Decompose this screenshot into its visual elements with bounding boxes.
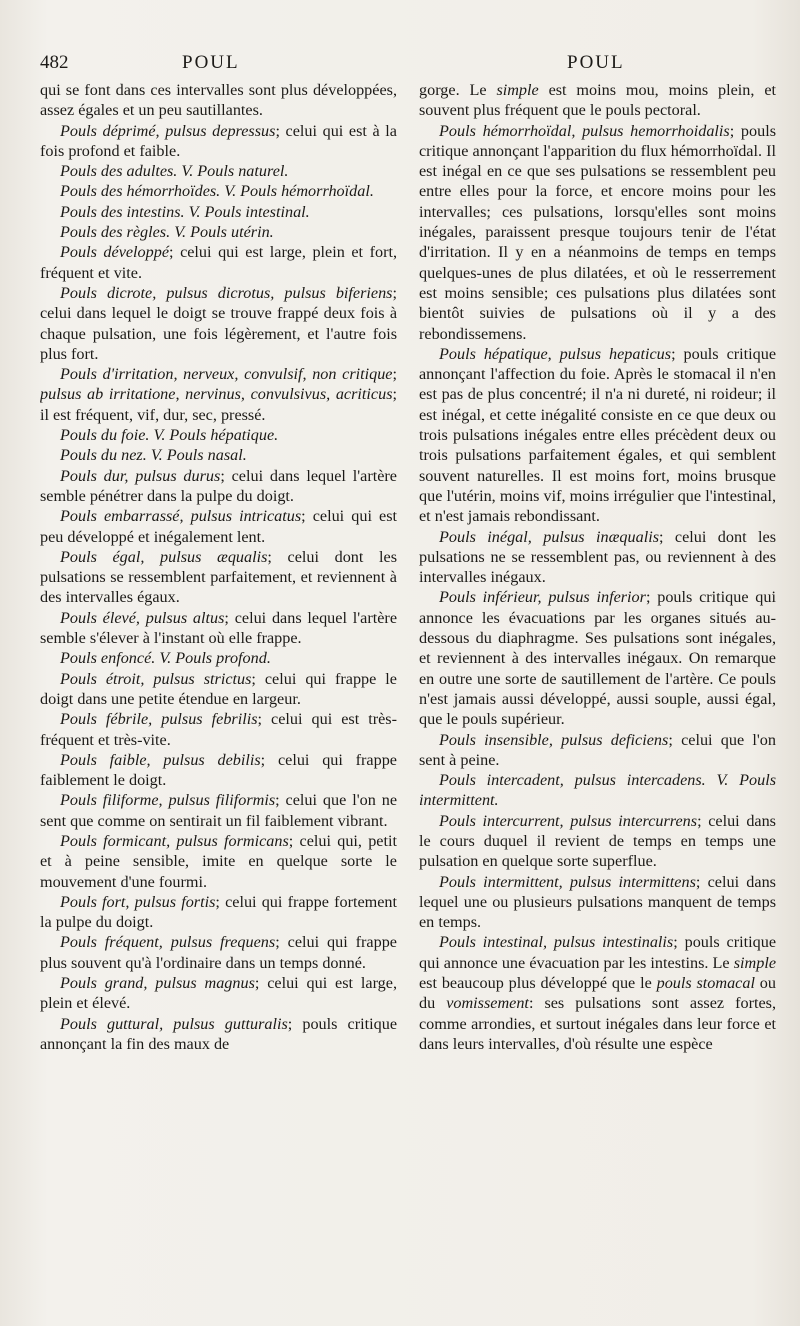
dictionary-entry (419, 730, 776, 771)
entry-term: Pouls étroit, pulsus strictus (60, 669, 252, 688)
entry-text: ; celui dont les pulsations se ressemblent parfaitement, et reviennent à des intervalles égaux. (40, 547, 397, 607)
entry-text: ; celui qui frappe fortement la pulpe du doigt. (40, 892, 397, 932)
left-running-title: POUL (182, 52, 240, 73)
dictionary-entry (40, 750, 397, 791)
entry-text: ; (392, 365, 397, 384)
entry-text: ; celui qui frappe faiblement le doigt. (40, 750, 397, 790)
entry-term: Pouls dur, pulsus durus (60, 466, 221, 485)
entry-term: Pouls égal, pulsus æqualis (60, 547, 268, 566)
entry-term: simple (733, 953, 776, 972)
entry-term: Pouls guttural, pulsus gutturalis (60, 1014, 288, 1033)
entry-term: Pouls du foie. V. Pouls hépatique. (60, 426, 279, 445)
entry-term: Pouls des intestins. V. Pouls intestinal. (60, 202, 310, 221)
dictionary-entry (40, 608, 397, 649)
page-number: 482 (40, 52, 69, 73)
entry-text: gorge. Le (419, 81, 497, 99)
left-text-column (40, 80, 397, 1315)
entry-term: Pouls développé (60, 243, 170, 262)
entry-term: Pouls formicant, pulsus formicans (60, 831, 289, 850)
dictionary-entry (40, 283, 397, 364)
entry-term: Pouls intercurrent, pulsus intercurrens (439, 811, 698, 830)
dictionary-entry (40, 1014, 397, 1055)
dictionary-entry (40, 648, 397, 668)
entry-term: Pouls élevé, pulsus altus (60, 608, 225, 627)
entry-term: Pouls insensible, pulsus deficiens (439, 730, 669, 749)
entry-text: ; pouls critique qui annonce les évacuations par les organes situés au-dessous du diaphragme. Ses pulsations sont inégales, et reviennent à des intervalles inégaux. On remarque en outre une sorte de sautillement de l'artère. Ce pouls n'est jamais aussi développé, aussi souple, aussi égal, que le pouls supérieur. (419, 588, 776, 729)
dictionary-entry (419, 344, 776, 527)
entry-term: Pouls d'irritation, nerveux, convulsif, non critique (60, 365, 393, 384)
dictionary-entry (40, 892, 397, 933)
entry-text: ; celui qui est peu développé et inégalement lent. (40, 507, 397, 546)
entry-text: ; celui qui est large, plein et fort, fréquent et vite. (40, 243, 397, 282)
dictionary-entry (419, 587, 776, 729)
entry-text: ; celui dans lequel l'artère semble pénétrer dans la pulpe du doigt. (40, 466, 397, 505)
entry-term: vomissement (446, 994, 529, 1013)
entry-text: ; celui dans lequel une ou plusieurs pulsations manquent de temps en temps. (419, 872, 776, 932)
dictionary-entry (40, 222, 397, 242)
entry-term: Pouls enfoncé. V. Pouls profond. (60, 649, 271, 668)
right-text-column (419, 80, 776, 1315)
dictionary-entry (40, 466, 397, 507)
entry-continuation (40, 80, 397, 121)
entry-text: ; celui dans le cours duquel il revient de temps en temps une pulsation en quelque sorte superflue. (419, 811, 776, 871)
entry-term: Pouls intermittent, pulsus intermittens (439, 872, 696, 891)
entry-term: Pouls inégal, pulsus inæqualis (439, 527, 659, 546)
entry-term: Pouls hépatique, pulsus hepaticus (439, 344, 672, 363)
dictionary-entry (40, 242, 397, 283)
entry-term: Pouls inférieur, pulsus inferior (439, 588, 646, 607)
entry-term: Pouls grand, pulsus magnus (60, 974, 255, 993)
dictionary-entry (40, 202, 397, 222)
dictionary-entry (40, 181, 397, 201)
dictionary-entry (40, 445, 397, 465)
entry-term: Pouls fréquent, pulsus frequens (60, 933, 276, 952)
entry-term: Pouls intercadent, pulsus intercadens. V. Pouls intermittent. (419, 771, 776, 810)
entry-text: est moins mou, moins plein, et souvent plus fréquent que le pouls pectoral. (419, 81, 776, 120)
entry-text: ; celui que l'on ne sent que comme on sentirait un fil faiblement vibrant. (40, 791, 397, 830)
right-running-title: POUL (567, 52, 625, 73)
entry-text: ; celui dont les pulsations ne se ressemblent pas, ou reviennent à des intervalles inégaux. (419, 527, 776, 587)
dictionary-entry (419, 811, 776, 872)
entry-text: ; celui dans lequel l'artère semble s'élever à l'instant où elle frappe. (40, 608, 397, 648)
entry-text: ; pouls critique annonçant l'affection du foie. Après le stomacal il n'en est pas de plus concentré; il n'a ni dureté, ni roideur; il est inégal, et cette inégalité consiste en ce que deux ou trois pulsations inégales entre elles précèdent deux ou trois pulsations parfaitement égales, et qui semblent souvent naturelles. Il est moins fort, moins brusque que l'utérin, moins vif, moins irrégulier que l'intestinal, et n'est jamais rebondissant. (419, 344, 776, 526)
entry-term: Pouls déprimé, pulsus depressus (60, 121, 276, 140)
entry-term: pulsus ab irritatione, nervinus, convulsivus, acriticus (40, 385, 393, 404)
entry-text: ; il est fréquent, vif, dur, sec, pressé. (40, 385, 397, 424)
entry-text: ; celui qui, petit et à peine sensible, imite en quelque sorte le mouvement d'une fourmi. (40, 831, 397, 891)
running-header (0, 52, 800, 78)
entry-term: Pouls des adultes. V. Pouls naturel. (60, 162, 289, 181)
dictionary-entry (40, 547, 397, 608)
dictionary-entry (40, 364, 397, 425)
entry-term: Pouls hémorrhoïdal, pulsus hemorrhoidalis (439, 121, 730, 140)
dictionary-entry (40, 669, 397, 710)
entry-term: simple (496, 81, 539, 99)
dictionary-entry (419, 770, 776, 811)
entry-term: Pouls des règles. V. Pouls utérin. (60, 223, 274, 242)
dictionary-entry (40, 506, 397, 547)
dictionary-entry (40, 161, 397, 181)
dictionary-entry (419, 527, 776, 588)
entry-text: ; celui dans lequel le doigt se trouve frappé deux fois à chaque pulsation, une fois légèrement, et l'autre fois plus fort. (40, 283, 397, 363)
entry-text: ; celui que l'on sent à peine. (419, 730, 776, 769)
entry-continuation (419, 80, 776, 121)
dictionary-entry (40, 709, 397, 750)
dictionary-entry (40, 425, 397, 445)
entry-text: qui se font dans ces intervalles sont plus développées, assez égales et un peu sautillantes. (40, 81, 397, 120)
dictionary-entry (40, 932, 397, 973)
entry-term: Pouls du nez. V. Pouls nasal. (60, 446, 247, 465)
entry-term: Pouls des hémorrhoïdes. V. Pouls hémorrhoïdal. (60, 182, 374, 201)
entry-text: ; pouls critique annonçant la fin des maux de (40, 1014, 397, 1053)
entry-text: ; celui qui frappe le doigt dans une petite étendue en largeur. (40, 669, 397, 708)
entry-term: Pouls fort, pulsus fortis (60, 892, 216, 911)
dictionary-entry (40, 121, 397, 162)
dictionary-entry (419, 121, 776, 344)
dictionary-entry (419, 872, 776, 933)
entry-term: Pouls faible, pulsus debilis (60, 750, 261, 769)
dictionary-entry (40, 831, 397, 892)
entry-term: pouls stomacal (656, 974, 755, 993)
entry-text: ; celui qui est large, plein et élevé. (40, 974, 397, 1013)
dictionary-entry (40, 790, 397, 831)
entry-text: : ses pulsations sont assez fortes, comme arrondies, et surtout inégales dans leur force et dans leurs intervalles, d'où résulte une espèce (419, 994, 776, 1053)
entry-text: est beaucoup plus développé que le (419, 974, 657, 993)
entry-term: Pouls fébrile, pulsus febrilis (60, 710, 258, 729)
entry-text: ; pouls critique qui annonce une évacuation par les intestins. Le (419, 933, 776, 972)
dictionary-entry (419, 932, 776, 1054)
entry-term: Pouls filiforme, pulsus filiformis (60, 791, 276, 810)
dictionary-entry (40, 973, 397, 1014)
entry-text: ; celui qui frappe plus souvent qu'à l'ordinaire dans un temps donné. (40, 933, 397, 972)
entry-term: Pouls dicrote, pulsus dicrotus, pulsus biferiens (60, 283, 393, 302)
entry-text: ou du (419, 974, 776, 1013)
entry-term: Pouls intestinal, pulsus intestinalis (439, 933, 674, 952)
entry-text: ; pouls critique annonçant l'apparition du flux hémorrhoïdal. Il est inégal en ce que ses pulsations se ressemblent peu entre elles pour la force, et encore moins pour les intervalles; ces pulsations, lorsqu'elles sont moins inégales, paraissent presque toujours tenir de l'état d'irritation. Il y en a néanmoins de temps en temps quelques-unes de plus dilatées, et où le resserrement est moins sensible; ces pulsations plus dilatées sont bientôt suivies de pulsations où il y a des rebondissemens. (419, 121, 776, 343)
entry-text: ; celui qui est très-fréquent et très-vite. (40, 710, 397, 749)
entry-text: ; celui qui est à la fois profond et faible. (40, 121, 397, 160)
entry-term: Pouls embarrassé, pulsus intricatus (60, 507, 302, 526)
